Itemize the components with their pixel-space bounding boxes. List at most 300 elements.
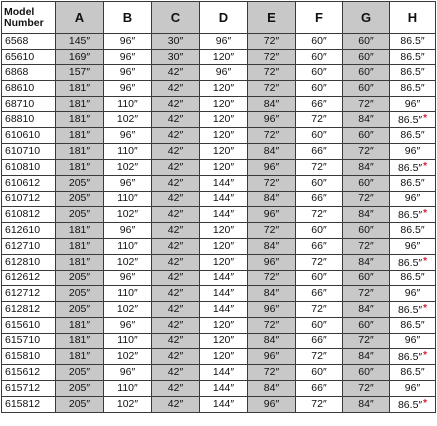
cell-f (296, 34, 343, 50)
cell-h (390, 349, 436, 365)
cell-value: 42″ (167, 255, 184, 268)
cell-value: 84″ (358, 255, 374, 268)
cell-h (390, 365, 436, 381)
cell-c (152, 333, 200, 349)
cell-g (343, 175, 390, 191)
cell-d (200, 349, 248, 365)
cell-a (56, 254, 104, 270)
cell-value: 120″ (212, 255, 235, 268)
table-row (2, 270, 436, 286)
cell-value: 205″ (68, 271, 91, 284)
cell-f (296, 159, 343, 175)
cell-a (56, 333, 104, 349)
cell-value: 42″ (167, 160, 184, 173)
cell-value: 42″ (167, 302, 184, 315)
cell-f (296, 396, 343, 412)
cell-value: 96″ (404, 381, 421, 394)
model-number-cell: 610710 (2, 144, 56, 160)
cell-value: 42″ (167, 144, 184, 157)
cell-value: 60″ (311, 318, 327, 331)
cell-a (56, 286, 104, 302)
cell-value: 102″ (116, 397, 139, 410)
column-header-b: B (104, 2, 152, 34)
cell-value: 60″ (311, 129, 327, 142)
cell-f (296, 191, 343, 207)
cell-value: 144″ (212, 271, 235, 284)
cell-value: 96″ (263, 113, 280, 126)
model-number-cell: 612610 (2, 223, 56, 239)
cell-value: 181″ (68, 81, 91, 94)
cell-g (343, 159, 390, 175)
cell-h (390, 301, 436, 317)
cell-c (152, 49, 200, 65)
cell-value: 72″ (263, 224, 280, 237)
cell-d (200, 112, 248, 128)
cell-g (343, 191, 390, 207)
table-row (2, 128, 436, 144)
cell-value: 60″ (358, 81, 374, 94)
cell-d (200, 207, 248, 223)
cell-value: 86.5″ (400, 34, 425, 47)
cell-value: 84″ (263, 334, 280, 347)
cell-value: 60″ (311, 366, 327, 379)
cell-b (104, 223, 152, 239)
column-header-d: D (200, 2, 248, 34)
cell-value: 72″ (263, 34, 280, 47)
cell-c (152, 175, 200, 191)
table-row (2, 286, 436, 302)
cell-value: 120″ (212, 113, 235, 126)
model-number-header (2, 2, 56, 34)
cell-value: 86.5″ (400, 66, 425, 79)
cell-value: 42″ (167, 176, 184, 189)
model-number-cell: 615812 (2, 396, 56, 412)
cell-value: 72″ (263, 176, 280, 189)
table-row (2, 191, 436, 207)
cell-h (390, 159, 436, 175)
cell-value: 86.5″ (400, 366, 425, 379)
model-number-cell: 615612 (2, 365, 56, 381)
cell-value: 72″ (358, 381, 374, 394)
cell-value: 42″ (167, 334, 184, 347)
cell-value: 144″ (212, 176, 235, 189)
cell-value: 205″ (68, 192, 91, 205)
cell-value: 72″ (263, 271, 280, 284)
cell-value: 72″ (311, 208, 327, 221)
cell-value: 72″ (311, 255, 327, 268)
cell-c (152, 207, 200, 223)
cell-e (248, 286, 296, 302)
table-row (2, 49, 436, 65)
cell-value: 181″ (68, 318, 91, 331)
cell-value: 120″ (212, 144, 235, 157)
cell-e (248, 349, 296, 365)
cell-h (390, 254, 436, 270)
cell-e (248, 254, 296, 270)
cell-value: 110″ (117, 144, 138, 157)
cell-value: 110″ (117, 97, 138, 110)
cell-value: 96″ (404, 287, 421, 300)
cell-c (152, 286, 200, 302)
cell-value: 86.5″ (397, 303, 423, 316)
cell-value: 42″ (167, 129, 184, 142)
cell-d (200, 65, 248, 81)
model-number-cell: 612710 (2, 238, 56, 254)
cell-g (343, 65, 390, 81)
cell-g (343, 238, 390, 254)
cell-e (248, 34, 296, 50)
table-row (2, 144, 436, 160)
cell-value: 96″ (263, 160, 280, 173)
cell-c (152, 191, 200, 207)
cell-b (104, 191, 152, 207)
model-number-cell: 610812 (2, 207, 56, 223)
cell-value: 72″ (263, 50, 280, 63)
table-row (2, 34, 436, 50)
cell-value: 110″ (117, 381, 138, 394)
cell-a (56, 223, 104, 239)
cell-value: 72″ (358, 239, 374, 252)
model-number-cell: 610810 (2, 159, 56, 175)
cell-e (248, 81, 296, 97)
cell-b (104, 96, 152, 112)
cell-f (296, 175, 343, 191)
cell-value: 86.5″ (400, 129, 425, 142)
cell-value: 42″ (167, 350, 184, 363)
model-number-cell: 68710 (2, 96, 56, 112)
model-number-cell: 65610 (2, 49, 56, 65)
table-row (2, 349, 436, 365)
cell-c (152, 96, 200, 112)
cell-value: 84″ (263, 381, 280, 394)
cell-value: 72″ (358, 144, 374, 157)
cell-d (200, 301, 248, 317)
cell-value: 72″ (358, 334, 374, 347)
cell-c (152, 159, 200, 175)
cell-value: 110″ (117, 239, 138, 252)
model-number-cell: 615610 (2, 317, 56, 333)
cell-value: 86.5″ (397, 161, 423, 174)
cell-g (343, 207, 390, 223)
cell-value: 66″ (311, 239, 327, 252)
cell-e (248, 175, 296, 191)
cell-value: 42″ (167, 97, 184, 110)
cell-a (56, 270, 104, 286)
cell-value: 84″ (358, 302, 374, 315)
cell-value: 72″ (263, 66, 280, 79)
cell-e (248, 49, 296, 65)
cell-value: 86.5″ (400, 271, 425, 284)
cell-c (152, 270, 200, 286)
cell-value: 120″ (212, 81, 235, 94)
asterisk-note-icon: * (423, 350, 428, 362)
cell-value: 86.5″ (400, 176, 425, 189)
cell-c (152, 128, 200, 144)
model-number-cell: 610610 (2, 128, 56, 144)
spec-table-container (1, 1, 436, 413)
cell-c (152, 396, 200, 412)
cell-f (296, 238, 343, 254)
model-number-cell: 610712 (2, 191, 56, 207)
cell-value: 120″ (212, 97, 235, 110)
cell-d (200, 396, 248, 412)
cell-value: 144″ (212, 381, 235, 394)
cell-h (390, 175, 436, 191)
cell-value: 96″ (119, 318, 136, 331)
cell-d (200, 81, 248, 97)
cell-a (56, 159, 104, 175)
model-number-cell: 6868 (2, 65, 56, 81)
cell-g (343, 333, 390, 349)
cell-value: 42″ (167, 318, 184, 331)
cell-h (390, 49, 436, 65)
cell-f (296, 301, 343, 317)
cell-value: 144″ (212, 287, 235, 300)
cell-a (56, 49, 104, 65)
cell-e (248, 207, 296, 223)
table-row (2, 333, 436, 349)
cell-e (248, 365, 296, 381)
cell-f (296, 207, 343, 223)
cell-value: 72″ (311, 397, 327, 410)
cell-b (104, 49, 152, 65)
cell-value: 96″ (119, 66, 136, 79)
cell-value: 72″ (263, 318, 280, 331)
cell-b (104, 270, 152, 286)
cell-value: 60″ (358, 176, 374, 189)
cell-value: 120″ (212, 350, 235, 363)
cell-g (343, 396, 390, 412)
table-row (2, 238, 436, 254)
cell-b (104, 317, 152, 333)
cell-h (390, 286, 436, 302)
cell-c (152, 112, 200, 128)
cell-c (152, 34, 200, 50)
asterisk-note-icon: * (423, 397, 428, 409)
cell-e (248, 270, 296, 286)
cell-f (296, 286, 343, 302)
cell-value: 86.5″ (397, 398, 423, 411)
cell-value: 42″ (167, 366, 184, 379)
cell-value: 86.5″ (397, 256, 423, 269)
cell-value: 181″ (68, 160, 91, 173)
column-header-g: G (343, 2, 390, 34)
column-header-c: C (152, 2, 200, 34)
cell-f (296, 112, 343, 128)
cell-value: 181″ (68, 97, 91, 110)
cell-value: 110″ (117, 192, 138, 205)
cell-e (248, 65, 296, 81)
cell-value: 42″ (167, 192, 184, 205)
cell-g (343, 112, 390, 128)
cell-a (56, 191, 104, 207)
cell-d (200, 270, 248, 286)
cell-value: 144″ (212, 302, 235, 315)
cell-g (343, 34, 390, 50)
cell-b (104, 333, 152, 349)
cell-e (248, 301, 296, 317)
cell-value: 60″ (311, 176, 327, 189)
cell-value: 66″ (311, 192, 327, 205)
cell-d (200, 191, 248, 207)
cell-value: 84″ (263, 287, 280, 300)
cell-g (343, 270, 390, 286)
cell-d (200, 286, 248, 302)
cell-b (104, 381, 152, 397)
cell-value: 96″ (119, 81, 136, 94)
cell-g (343, 223, 390, 239)
cell-value: 42″ (167, 381, 184, 394)
cell-h (390, 270, 436, 286)
cell-value: 96″ (404, 144, 421, 157)
cell-a (56, 81, 104, 97)
cell-c (152, 317, 200, 333)
cell-c (152, 381, 200, 397)
cell-g (343, 381, 390, 397)
cell-b (104, 175, 152, 191)
cell-a (56, 144, 104, 160)
cell-value: 72″ (311, 350, 327, 363)
cell-g (343, 349, 390, 365)
cell-b (104, 207, 152, 223)
cell-e (248, 159, 296, 175)
cell-f (296, 365, 343, 381)
cell-value: 42″ (167, 287, 184, 300)
model-number-cell: 612712 (2, 286, 56, 302)
model-number-cell: 615712 (2, 381, 56, 397)
cell-value: 72″ (358, 192, 374, 205)
cell-value: 72″ (263, 366, 280, 379)
cell-value: 42″ (167, 271, 184, 284)
table-row (2, 81, 436, 97)
cell-value: 205″ (68, 208, 91, 221)
model-number-cell: 612612 (2, 270, 56, 286)
cell-a (56, 396, 104, 412)
cell-value: 60″ (358, 34, 374, 47)
cell-h (390, 317, 436, 333)
cell-g (343, 128, 390, 144)
asterisk-note-icon: * (423, 302, 428, 314)
cell-h (390, 81, 436, 97)
cell-a (56, 238, 104, 254)
cell-h (390, 223, 436, 239)
cell-e (248, 238, 296, 254)
cell-value: 42″ (167, 113, 184, 126)
asterisk-note-icon: * (423, 113, 428, 125)
cell-d (200, 223, 248, 239)
cell-d (200, 34, 248, 50)
cell-g (343, 96, 390, 112)
cell-value: 102″ (116, 255, 139, 268)
cell-value: 110″ (117, 334, 138, 347)
table-row (2, 254, 436, 270)
cell-a (56, 175, 104, 191)
cell-value: 96″ (215, 34, 232, 47)
cell-value: 205″ (68, 302, 91, 315)
cell-b (104, 159, 152, 175)
cell-value: 120″ (212, 318, 235, 331)
table-row (2, 96, 436, 112)
cell-value: 181″ (68, 334, 91, 347)
cell-a (56, 317, 104, 333)
cell-d (200, 159, 248, 175)
cell-f (296, 96, 343, 112)
table-row (2, 223, 436, 239)
cell-a (56, 128, 104, 144)
cell-value: 120″ (212, 160, 235, 173)
cell-value: 72″ (358, 287, 374, 300)
cell-h (390, 381, 436, 397)
column-header-a: A (56, 2, 104, 34)
model-number-cell: 615710 (2, 333, 56, 349)
cell-value: 102″ (116, 302, 139, 315)
cell-f (296, 81, 343, 97)
cell-value: 181″ (68, 129, 91, 142)
cell-d (200, 333, 248, 349)
cell-value: 60″ (311, 34, 327, 47)
cell-value: 96″ (119, 366, 136, 379)
cell-h (390, 112, 436, 128)
cell-f (296, 270, 343, 286)
cell-value: 60″ (311, 271, 327, 284)
cell-value: 66″ (311, 287, 327, 300)
cell-g (343, 144, 390, 160)
model-header-line2: Number (4, 16, 44, 29)
cell-e (248, 223, 296, 239)
cell-c (152, 238, 200, 254)
cell-h (390, 191, 436, 207)
cell-h (390, 65, 436, 81)
model-number-cell: 612810 (2, 254, 56, 270)
cell-value: 42″ (167, 66, 184, 79)
cell-a (56, 381, 104, 397)
cell-value: 86.5″ (400, 50, 425, 63)
cell-value: 96″ (404, 334, 421, 347)
cell-a (56, 207, 104, 223)
cell-value: 86.5″ (400, 318, 425, 331)
cell-h (390, 144, 436, 160)
cell-g (343, 286, 390, 302)
cell-b (104, 65, 152, 81)
asterisk-note-icon: * (423, 160, 428, 172)
cell-value: 72″ (311, 302, 327, 315)
cell-value: 84″ (358, 397, 374, 410)
cell-value: 42″ (167, 224, 184, 237)
cell-d (200, 365, 248, 381)
cell-d (200, 254, 248, 270)
cell-f (296, 144, 343, 160)
cell-b (104, 144, 152, 160)
cell-h (390, 396, 436, 412)
cell-value: 102″ (116, 350, 139, 363)
table-row (2, 396, 436, 412)
cell-b (104, 301, 152, 317)
cell-value: 205″ (68, 381, 91, 394)
cell-c (152, 144, 200, 160)
cell-value: 96″ (404, 192, 421, 205)
cell-value: 86.5″ (397, 351, 423, 364)
cell-value: 181″ (68, 255, 91, 268)
column-header-f: F (296, 2, 343, 34)
cell-value: 42″ (167, 81, 184, 94)
cell-value: 60″ (358, 271, 374, 284)
cell-value: 205″ (68, 287, 91, 300)
cell-value: 96″ (263, 255, 280, 268)
cell-value: 205″ (68, 366, 91, 379)
cell-e (248, 317, 296, 333)
cell-value: 144″ (212, 208, 235, 221)
cell-b (104, 349, 152, 365)
